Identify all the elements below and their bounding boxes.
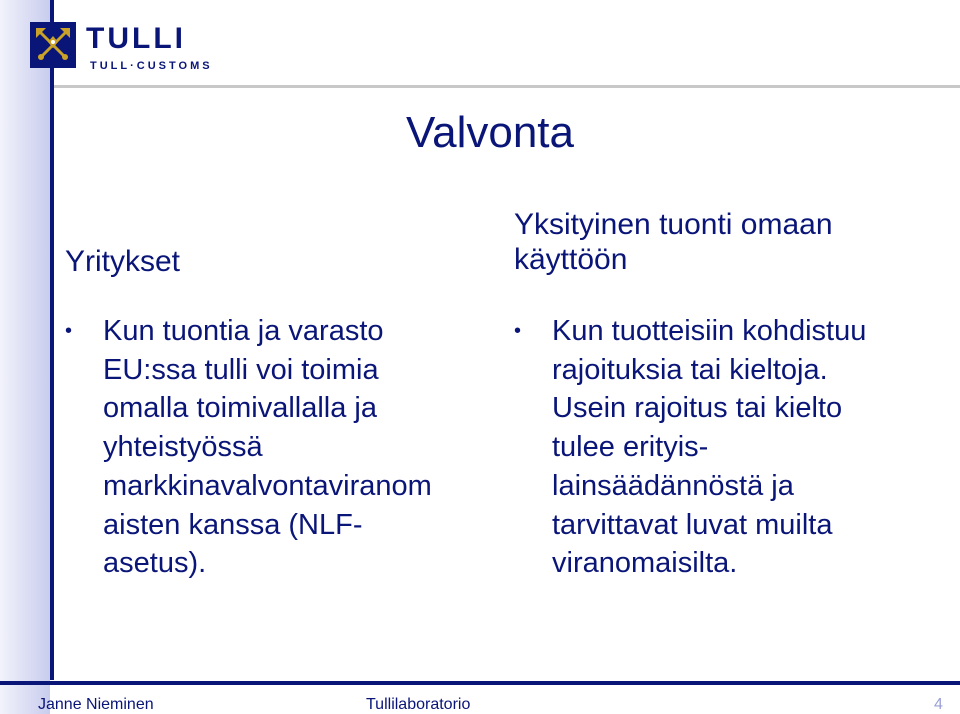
right-column-heading: Yksityinen tuonti omaan käyttöön	[514, 208, 833, 276]
footer-rule	[0, 681, 960, 685]
left-bullet-text: Kun tuontia ja varasto EU:ssa tulli voi toimia omalla toimivallalla ja yhteistyössä markkinavalvontaviranom aisten kanssa (NLF- asetus).	[103, 315, 432, 580]
customs-emblem-icon	[30, 22, 76, 68]
slide-title: Valvonta	[406, 108, 574, 157]
logo-subtitle: TULL·CUSTOMS	[90, 60, 213, 72]
bullet-dot-icon: •	[65, 320, 73, 342]
logo-title: TULLI	[86, 22, 186, 55]
right-bullet-item	[514, 312, 934, 583]
left-bullet-item	[65, 312, 485, 583]
right-bullet-text: Kun tuotteisiin kohdistuu rajoituksia tai kieltoja. Usein rajoitus tai kielto tulee erityis- lainsäädännöstä ja tarvittavat luvat muilta viranomaisilta.	[552, 315, 867, 580]
left-column-heading: Yritykset	[65, 245, 181, 278]
footer-organization: Tullilaboratorio	[366, 696, 471, 713]
footer-page-number: 4	[934, 696, 943, 713]
side-bar-edge	[50, 0, 54, 680]
header-rule	[54, 85, 960, 88]
footer-author: Janne Nieminen	[38, 696, 154, 713]
bullet-dot-icon: •	[514, 320, 522, 342]
side-bar	[0, 0, 50, 714]
